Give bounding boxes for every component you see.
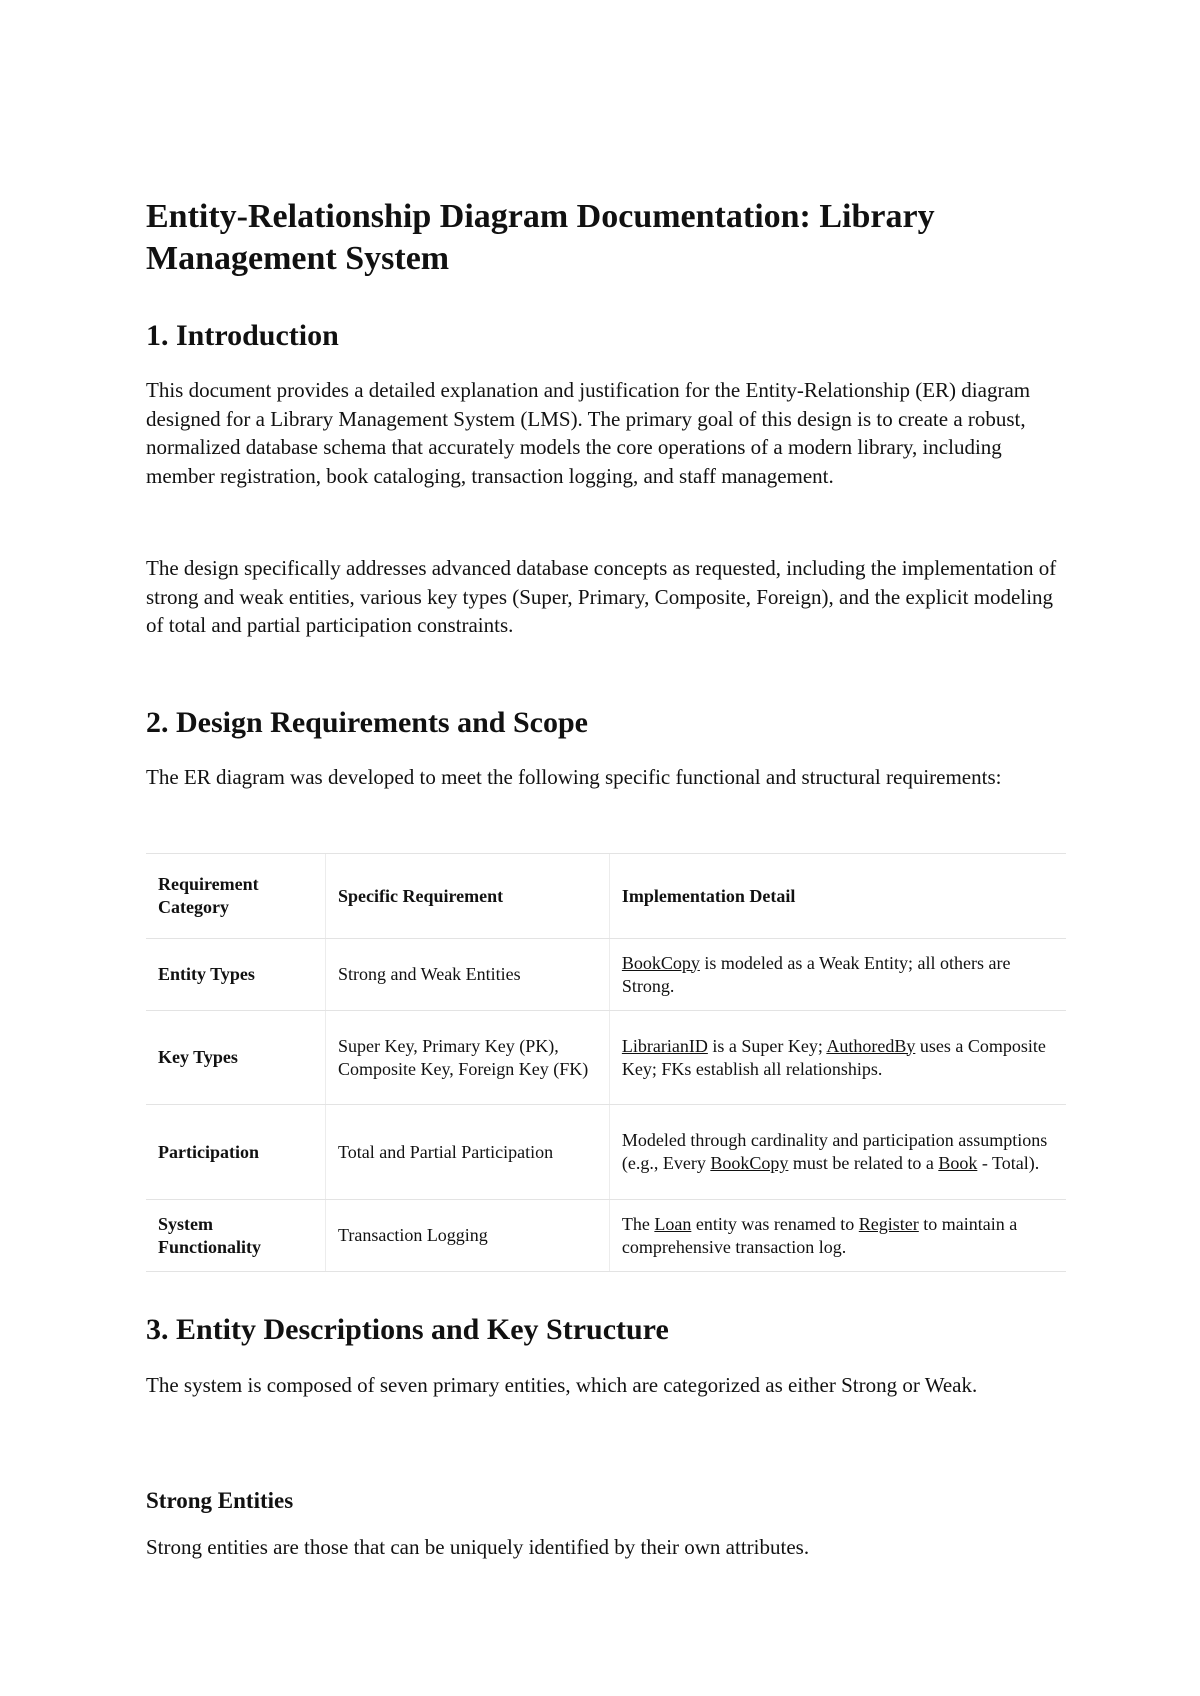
row-detail	[609, 1105, 1066, 1200]
requirements-paragraph: The ER diagram was developed to meet the following specific functional and structural requirements:	[146, 765, 1002, 789]
document-title: Entity-Relationship Diagram Documentation: Library Management System	[146, 198, 935, 277]
row-requirement: Transaction Logging	[325, 1200, 609, 1272]
entities-heading: 3. Entity Descriptions and Key Structure	[146, 1313, 669, 1346]
entity-reference: BookCopy	[710, 1153, 789, 1173]
entity-reference: LibrarianID	[621, 1035, 708, 1056]
entity-reference: BookCopy	[621, 952, 700, 973]
table-header-row	[146, 854, 1066, 939]
row-detail	[609, 1011, 1066, 1105]
requirements-heading: 2. Design Requirements and Scope	[146, 706, 588, 739]
row-category: Entity Types	[146, 939, 325, 1011]
detail-text: to maintain a comprehensive transaction log.	[621, 1213, 1018, 1257]
row-requirement: Total and Partial Participation	[325, 1105, 609, 1200]
table-row	[146, 1011, 1066, 1105]
table-row	[146, 1200, 1066, 1272]
row-detail	[609, 939, 1066, 1011]
detail-text: must be related to a	[788, 1153, 939, 1173]
row-category: Key Types	[146, 1011, 325, 1105]
header-specific-requirement: Specific Requirement	[325, 854, 609, 939]
table-row	[146, 939, 1066, 1011]
entity-reference: Register	[858, 1213, 919, 1234]
entity-reference: Loan	[654, 1213, 692, 1234]
detail-text: is a Super Key;	[707, 1035, 827, 1056]
strong-entities-heading: Strong Entities	[146, 1488, 294, 1513]
row-requirement: Strong and Weak Entities	[325, 939, 609, 1011]
detail-text: entity was renamed to	[691, 1213, 859, 1234]
header-requirement-category: Requirement Category	[146, 854, 325, 939]
requirements-table	[146, 853, 1066, 1272]
entity-reference: AuthoredBy	[826, 1035, 916, 1056]
row-requirement: Super Key, Primary Key (PK), Composite Key, Foreign Key (FK)	[325, 1011, 609, 1105]
detail-text: uses a Composite Key; FKs establish all relationships.	[621, 1035, 1046, 1079]
detail-text: Modeled through cardinality and participation assumptions (e.g., Every	[621, 1130, 1048, 1173]
row-category: Participation	[146, 1105, 325, 1200]
intro-paragraph-1: This document provides a detailed explanation and justification for the Entity-Relationship (ER) diagram designed for a Library Management System (LMS). The primary goal of this design is to create a robust, normalized database schema that accurately models the core operations of a modern library, including member registration, book cataloging, transaction logging, and staff management.	[146, 378, 1031, 488]
table-row	[146, 1105, 1066, 1200]
row-category: System Functionality	[146, 1200, 325, 1272]
intro-heading: 1. Introduction	[146, 319, 339, 352]
strong-entities-paragraph: Strong entities are those that can be uniquely identified by their own attributes.	[146, 1535, 810, 1559]
row-detail	[609, 1200, 1066, 1272]
entities-paragraph: The system is composed of seven primary entities, which are categorized as either Strong or Weak.	[146, 1373, 978, 1397]
header-implementation-detail: Implementation Detail	[609, 854, 1066, 939]
entity-reference: Book	[938, 1153, 978, 1173]
intro-paragraph-2: The design specifically addresses advanced database concepts as requested, including the implementation of strong and weak entities, various key types (Super, Primary, Composite, Foreign), and the explicit modeling of total and partial participation constraints.	[146, 556, 1057, 637]
detail-text: The	[621, 1213, 655, 1234]
detail-text: is modeled as a Weak Entity; all others are Strong.	[621, 952, 1011, 996]
detail-text: - Total).	[977, 1153, 1040, 1173]
